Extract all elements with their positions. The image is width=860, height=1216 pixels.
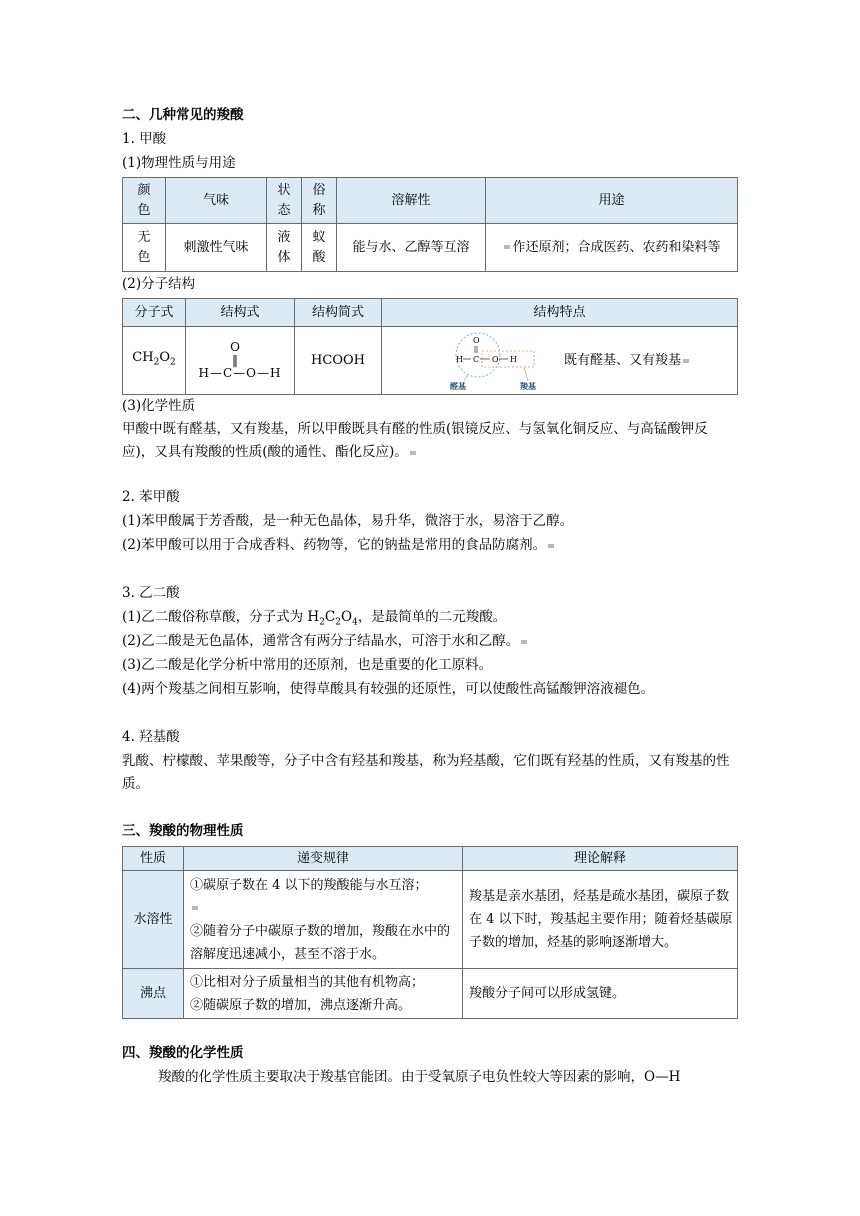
physical-properties-table — [122, 846, 738, 1019]
section-title-common-acids: 二、几种常见的羧酸 — [122, 107, 244, 123]
header-condensed-formula: 结构简式 — [295, 299, 382, 327]
header-molecular-formula: 分子式 — [123, 299, 186, 327]
formic-physical-table — [122, 177, 738, 272]
header-trend: 递变规律 — [184, 847, 463, 871]
cell-prop-boiling: 沸点 — [123, 969, 184, 1019]
cell-structure-feature — [382, 327, 738, 395]
formic-phys-title: (1)物理性质与用途 — [122, 155, 236, 171]
chemical-intro-text: 羧酸的化学性质主要取决于羧基官能团。由于受氧原子电负性较大等因素的影响，O—H — [158, 1069, 681, 1085]
cell-prop-solubility: 水溶性 — [123, 871, 184, 969]
formic-struct-title: (2)分子结构 — [122, 276, 196, 292]
cell-molecular-formula: $CH_2O_2$ — [123, 327, 186, 395]
formic-chem-text: 甲酸中既有醛基，又有羧基，所以甲酸既具有醛的性质(银镜反应、与氢氧化铜反应、与高锰酸钾反应)，又具有羧酸的性质(酸的通性、酯化反应)。 — [122, 421, 708, 460]
header-explanation: 理论解释 — [463, 847, 738, 871]
edit-mark-icon — [410, 451, 416, 455]
svg-text:O: O — [492, 354, 499, 364]
header-state: 状态 — [267, 178, 302, 224]
cell-explain-solubility: 羧基是亲水基团，烃基是疏水基团，碳原子数在 4 以下时，羧基起主要作用；随着烃基碳原子数的增加，烃基的影响逐渐增大。 — [463, 871, 738, 969]
cell-odor: 刺激性气味 — [166, 224, 267, 272]
formic-acid-title: 1. 甲酸 — [122, 131, 167, 147]
oxalic-line-2: (2)乙二酸是无色晶体，通常含有两分子结晶水，可溶于水和乙醇。 — [122, 630, 529, 652]
oxalic-line-4: (4)两个羧基之间相互影响，使得草酸具有较强的还原性，可以使酸性高锰酸钾溶液褪色。 — [122, 681, 655, 697]
formic-structure-table — [122, 298, 738, 395]
cell-structural-formula: O ‖ H—C—O—H — [186, 327, 295, 395]
header-structure-feature: 结构特点 — [382, 299, 738, 327]
section-title-physical: 三、羧酸的物理性质 — [122, 823, 244, 839]
edit-mark-icon — [192, 906, 198, 910]
feature-text: 既有醛基、又有羧基 — [564, 352, 682, 368]
oxalic-line-1: (1)乙二酸俗称草酸，分子式为 $H_2C_2O_4$，是最简单的二元羧酸。 — [122, 609, 507, 628]
svg-text:H: H — [510, 354, 517, 364]
cell-state: 液体 — [267, 224, 302, 272]
cell-solubility: 能与水、乙醇等互溶 — [337, 224, 486, 272]
benzoic-acid-title: 2. 苯甲酸 — [122, 489, 180, 505]
header-usage: 用途 — [486, 178, 738, 224]
edit-mark-icon — [548, 544, 554, 548]
label-carboxyl-group: 羧基 — [520, 381, 536, 391]
header-color: 颜色 — [123, 178, 166, 224]
formic-chem-title: (3)化学性质 — [122, 398, 196, 414]
header-alias: 俗称 — [302, 178, 337, 224]
hydroxy-acid-title: 4. 羟基酸 — [122, 729, 180, 745]
label-aldehyde-group: 醛基 — [450, 381, 466, 391]
cell-usage: 作还原剂；合成医药、农药和染料等 — [486, 224, 738, 272]
svg-text:C: C — [473, 354, 480, 364]
oxalic-acid-title: 3. 乙二酸 — [122, 585, 180, 601]
svg-text:O: O — [473, 335, 480, 345]
cell-alias: 蚁酸 — [302, 224, 337, 272]
cell-trend-solubility: ①碳原子数在 4 以下的羧酸能与水互溶； ②随着分子中碳原子数的增加，羧酸在水中的溶解度迅速减小，甚至不溶于水。 — [184, 871, 463, 969]
svg-text:H: H — [456, 354, 463, 364]
header-odor: 气味 — [166, 178, 267, 224]
section-title-chemical: 四、羧酸的化学性质 — [122, 1045, 244, 1061]
benzoic-line-2: (2)苯甲酸可以用于合成香料、药物等，它的钠盐是常用的食品防腐剂。 — [122, 534, 556, 556]
edit-mark-icon — [683, 359, 689, 363]
edit-mark-icon — [521, 640, 527, 644]
oxalic-line-3: (3)乙二酸是化学分析中常用的还原剂，也是重要的化工原料。 — [122, 657, 493, 673]
header-solubility: 溶解性 — [337, 178, 486, 224]
cell-explain-boiling: 羧酸分子间可以形成氢键。 — [463, 969, 738, 1019]
header-structural-formula: 结构式 — [186, 299, 295, 327]
cell-trend-boiling: ①比相对分子质量相当的其他有机物高； ②随碳原子数的增加，沸点逐渐升高。 — [184, 969, 463, 1019]
benzoic-line-1: (1)苯甲酸属于芳香酸，是一种无色晶体，易升华，微溶于水，易溶于乙醇。 — [122, 513, 574, 529]
cell-color: 无色 — [123, 224, 166, 272]
formic-acid-diagram — [446, 331, 546, 391]
edit-mark-icon — [504, 245, 510, 249]
cell-condensed-formula: HCOOH — [295, 327, 382, 395]
header-property: 性质 — [123, 847, 184, 871]
hydroxy-acid-text: 乳酸、柠檬酸、苹果酸等，分子中含有羟基和羧基，称为羟基酸，它们既有羟基的性质，又有羧基的性质。 — [122, 753, 730, 792]
